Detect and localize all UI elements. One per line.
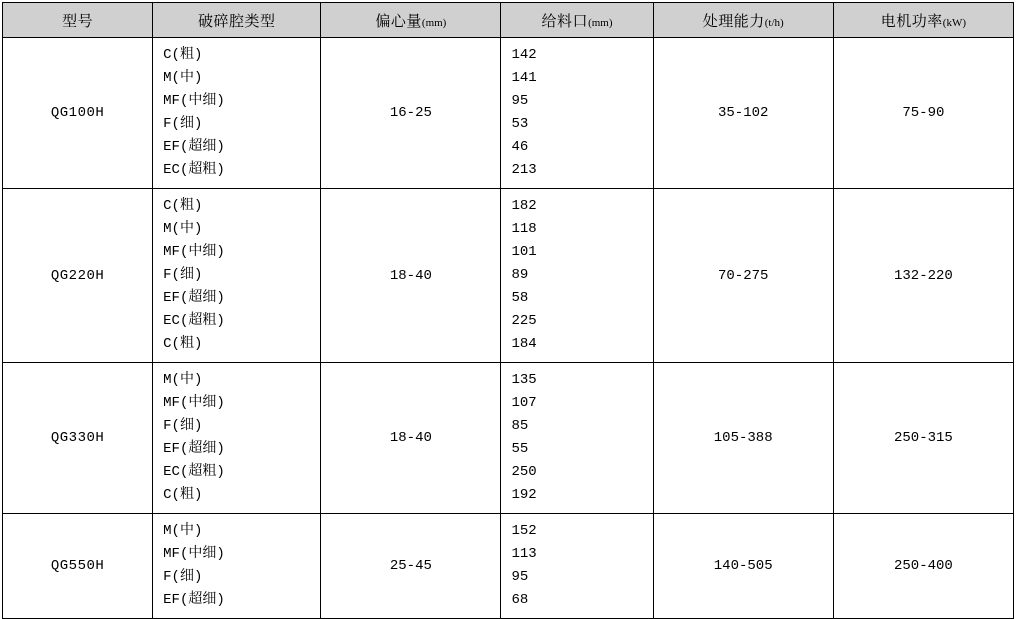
column-header-motor-power-label: 电机功率 [880,13,943,30]
cavity-type-line: C(粗) [163,336,203,352]
cavity-type-line: M(中) [163,372,203,388]
column-header-model-label: 型号 [62,13,94,30]
cavity-type-line: C(粗) [163,198,203,214]
feed-opening-line: 152 [511,523,537,539]
cell-cavity-types [153,189,321,363]
feed-opening-line: 225 [511,313,537,329]
cell-cavity-types [153,38,321,189]
cavity-type-line: F(细) [163,116,203,132]
feed-opening-line: 68 [511,592,529,608]
column-header-capacity-unit: (t/h) [764,16,784,29]
cavity-type-line: EC(超粗) [163,313,225,329]
cavity-type-line: F(细) [163,418,203,434]
column-header-model [3,3,153,38]
column-header-feed-opening-label: 给料口 [541,13,589,30]
cavity-type-line: C(粗) [163,47,203,63]
cell-capacity: 35-102 [653,38,833,189]
feed-opening-line: 250 [511,464,537,480]
feed-opening-line: 107 [511,395,537,411]
cell-feed-opening [501,38,653,189]
cavity-type-line: EF(超细) [163,592,225,608]
column-header-capacity-label: 处理能力 [702,13,765,30]
feed-opening-line: 184 [511,336,537,352]
column-header-feed-opening [501,3,653,38]
cell-cavity-types [153,363,321,514]
cell-motor-power: 132-220 [833,189,1013,363]
cavity-type-line: F(细) [163,569,203,585]
cell-model: QG550H [3,514,153,619]
feed-opening-line: 85 [511,418,529,434]
table-body [3,38,1014,619]
column-header-eccentricity-label: 偏心量 [375,13,422,30]
column-header-feed-opening-unit: (mm) [588,16,613,29]
table-row [3,514,1014,619]
cell-capacity: 70-275 [653,189,833,363]
cavity-type-line: C(粗) [163,487,203,503]
cell-feed-opening [501,514,653,619]
feed-opening-line: 182 [511,198,537,214]
specification-table [2,2,1014,619]
column-header-eccentricity [321,3,501,38]
feed-opening-line: 142 [511,47,537,63]
feed-opening-line: 58 [511,290,529,306]
cell-model: QG100H [3,38,153,189]
cavity-type-line: EF(超细) [163,139,225,155]
cell-feed-opening [501,363,653,514]
feed-opening-line: 95 [511,93,529,109]
feed-opening-line: 46 [511,139,529,155]
feed-opening-line: 213 [511,162,537,178]
feed-opening-line: 135 [511,372,537,388]
column-header-cavity-type-label: 破碎腔类型 [197,13,276,30]
feed-opening-line: 192 [511,487,537,503]
cell-model: QG220H [3,189,153,363]
table-row [3,363,1014,514]
column-header-cavity-type [153,3,321,38]
feed-opening-line: 141 [511,70,537,86]
cell-motor-power: 75-90 [833,38,1013,189]
cell-motor-power: 250-400 [833,514,1013,619]
cavity-type-line: MF(中细) [163,395,225,411]
table-header [3,3,1014,38]
cell-feed-opening [501,189,653,363]
cavity-type-line: M(中) [163,70,203,86]
cell-eccentricity: 18-40 [321,363,501,514]
cell-capacity: 105-388 [653,363,833,514]
table-header-row [3,3,1014,38]
cavity-type-line: EF(超细) [163,441,225,457]
feed-opening-line: 55 [511,441,529,457]
cavity-type-line: MF(中细) [163,546,225,562]
column-header-motor-power [833,3,1013,38]
feed-opening-line: 118 [511,221,537,237]
cavity-type-line: M(中) [163,221,203,237]
cavity-type-line: MF(中细) [163,244,225,260]
cavity-type-line: F(细) [163,267,203,283]
cavity-type-line: EF(超细) [163,290,225,306]
table-row [3,189,1014,363]
column-header-eccentricity-unit: (mm) [421,16,447,29]
cavity-type-line: EC(超粗) [163,162,225,178]
cavity-type-line: M(中) [163,523,203,539]
cell-eccentricity: 18-40 [321,189,501,363]
feed-opening-line: 53 [511,116,529,132]
feed-opening-line: 113 [511,546,537,562]
column-header-capacity [653,3,833,38]
cell-eccentricity: 16-25 [321,38,501,189]
cell-eccentricity: 25-45 [321,514,501,619]
cell-capacity: 140-505 [653,514,833,619]
cavity-type-line: EC(超粗) [163,464,225,480]
feed-opening-line: 95 [511,569,529,585]
cell-model: QG330H [3,363,153,514]
cell-cavity-types [153,514,321,619]
feed-opening-line: 89 [511,267,529,283]
cavity-type-line: MF(中细) [163,93,225,109]
cell-motor-power: 250-315 [833,363,1013,514]
feed-opening-line: 101 [511,244,537,260]
table-row [3,38,1014,189]
column-header-motor-power-unit: (kW) [942,16,966,29]
